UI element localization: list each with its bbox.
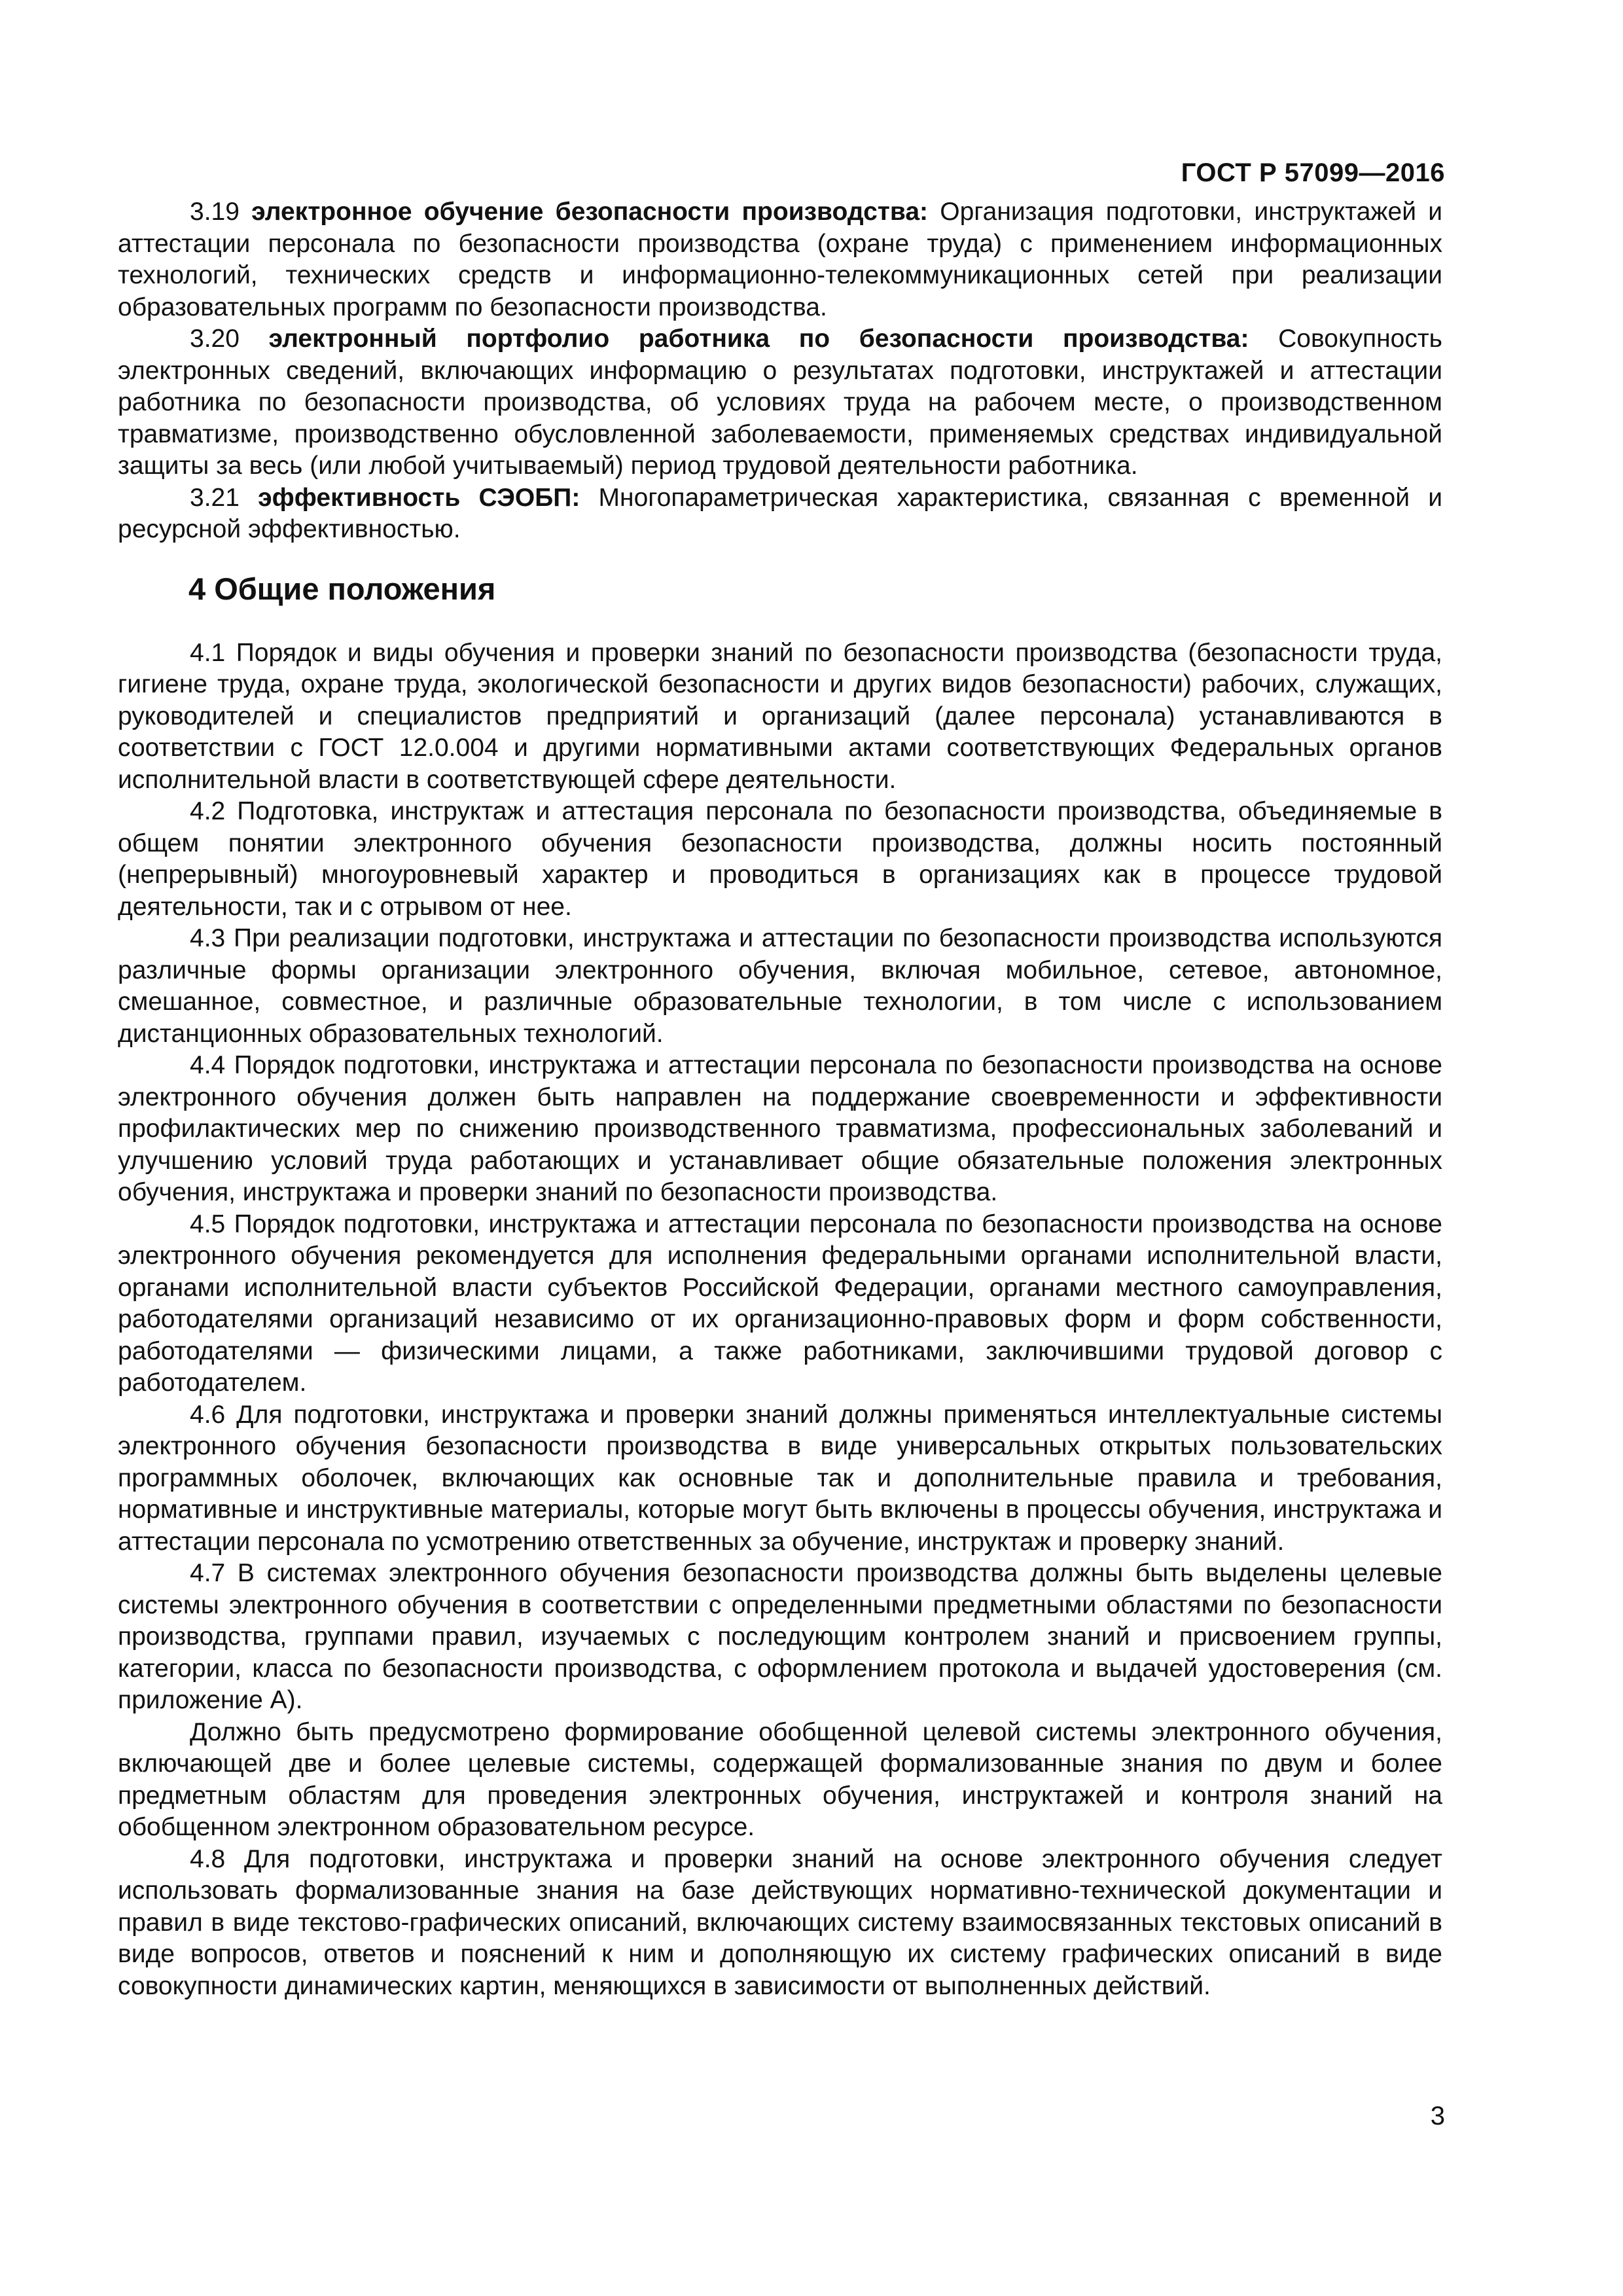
term-definition: Организация подготовки, инструктажей и аттестации персонала по безопасности производства (охране труда) с применением информационных технологий, технических средств и информационно-телекоммуникационных сетей при реализации образовательных программ по безопасности производства. [118, 198, 1443, 321]
term-3-19 [118, 196, 1442, 323]
term-definition: Совокупность электронных сведений, включающих информацию о результатах подготовки, инструктажей и аттестации работника по безопасности производства, об условиях труда на рабочем месте, о производственном травматизме, производственно обусловленной заболеваемости, применяемых средствах индивидуальной защиты за весь (или любой учитываемый) период трудовой деятельности работника. [118, 325, 1442, 480]
document-header: ГОСТ Р 57099—2016 [1181, 158, 1445, 187]
paragraph-4-7-continuation: Должно быть предусмотрено формирование обобщенной целевой системы электронного обучения, включающей две и более целевые системы, содержащей формализованные знания по двум и более предметным областям для проведения электронных обучения, инструктажей и контроля знаний на обобщенном электронном образовательном ресурсе. [118, 1717, 1442, 1841]
term-name: электронный портфолио работника по безопасности производства: [268, 325, 1249, 353]
page-number: 3 [1430, 2102, 1445, 2130]
term-name: эффективность СЭОБП: [258, 483, 580, 512]
term-3-21 [118, 482, 1442, 546]
term-number: 3.19 [190, 198, 240, 226]
document-body [118, 196, 1442, 2002]
term-definition: Многопараметрическая характеристика, связанная с временной и ресурсной эффективностью. [118, 483, 1443, 543]
paragraph-4-1: 4.1 Порядок и виды обучения и проверки знаний по безопасности производства (безопасности труда, гигиене труда, охране труда, экологической безопасности и других видов безопасности) рабочих, служащих, руководителей и специалистов предприятий и организаций (далее персонала) устанавливаются в соответствии с ГОСТ 12.0.004 и другими нормативными актами соответствующих Федеральных органов исполнительной власти в соответствующей сфере деятельности. [118, 638, 1442, 794]
paragraph-4-4: 4.4 Порядок подготовки, инструктажа и аттестации персонала по безопасности производства на основе электронного обучения должен быть направлен на поддержание своевременности и эффективности профилактических мер по снижению производственного травматизма, профессиональных заболеваний и улучшению условий труда работающих и устанавливает общие обязательные положения электронных обучения, инструктажа и проверки знаний по безопасности производства. [118, 1051, 1442, 1206]
paragraph-4-8: 4.8 Для подготовки, инструктажа и проверки знаний на основе электронного обучения следует использовать формализованные знания на базе действующих нормативно-технической документации и правил в виде текстово-графических описаний, включающих систему взаимосвязанных текстовых описаний в виде вопросов, ответов и пояснений к ним и дополняющую их систему графических описаний в виде совокупности динамических картин, меняющихся в зависимости от выполненных действий. [118, 1844, 1442, 2000]
term-number: 3.20 [190, 325, 240, 353]
term-name: электронное обучение безопасности производства: [251, 198, 928, 226]
term-number: 3.21 [190, 483, 240, 512]
paragraph-4-3: 4.3 При реализации подготовки, инструктажа и аттестации по безопасности производства используются различные формы организации электронного обучения, включая мобильное, сетевое, автономное, смешанное, совместное, и различные образовательные технологии, в том числе с использованием дистанционных образовательных технологий. [118, 924, 1442, 1048]
section-heading: 4 Общие положения [188, 571, 496, 606]
paragraph-4-5: 4.5 Порядок подготовки, инструктажа и аттестации персонала по безопасности производства на основе электронного обучения рекомендуется для исполнения федеральными органами исполнительной власти, органами исполнительной власти субъектов Российской Федерации, органами местного самоуправления, работодателями организаций независимо от их организационно-правовых форм и форм собственности, работодателями — физическими лицами, а также работниками, заключившими трудовой договор с работодателем. [118, 1210, 1442, 1397]
term-3-20 [118, 323, 1442, 482]
paragraph-4-6: 4.6 Для подготовки, инструктажа и проверки знаний должны применяться интеллектуальные системы электронного обучения безопасности производства в виде универсальных открытых пользовательских программных оболочек, включающих как основные так и дополнительные правила и требования, нормативные и инструктивные материалы, которые могут быть включены в процессы обучения, инструктажа и аттестации персонала по усмотрению ответственных за обучение, инструктаж и проверку знаний. [118, 1400, 1442, 1556]
paragraph-4-7: 4.7 В системах электронного обучения безопасности производства должны быть выделены целевые системы электронного обучения в соответствии с определенными предметными областями по безопасности производства, группами правил, изучаемых с последующим контролем знаний и присвоением группы, категории, класса по безопасности производства, с оформлением протокола и выдачей удостоверения (см. приложение А). [118, 1559, 1442, 1714]
paragraph-4-2: 4.2 Подготовка, инструктаж и аттестация персонала по безопасности производства, объединяемые в общем понятии электронного обучения безопасности производства, должны носить постоянный (непрерывный) многоуровневый характер и проводиться в организациях как в процессе трудовой деятельности, так и с отрывом от нее. [118, 797, 1442, 921]
